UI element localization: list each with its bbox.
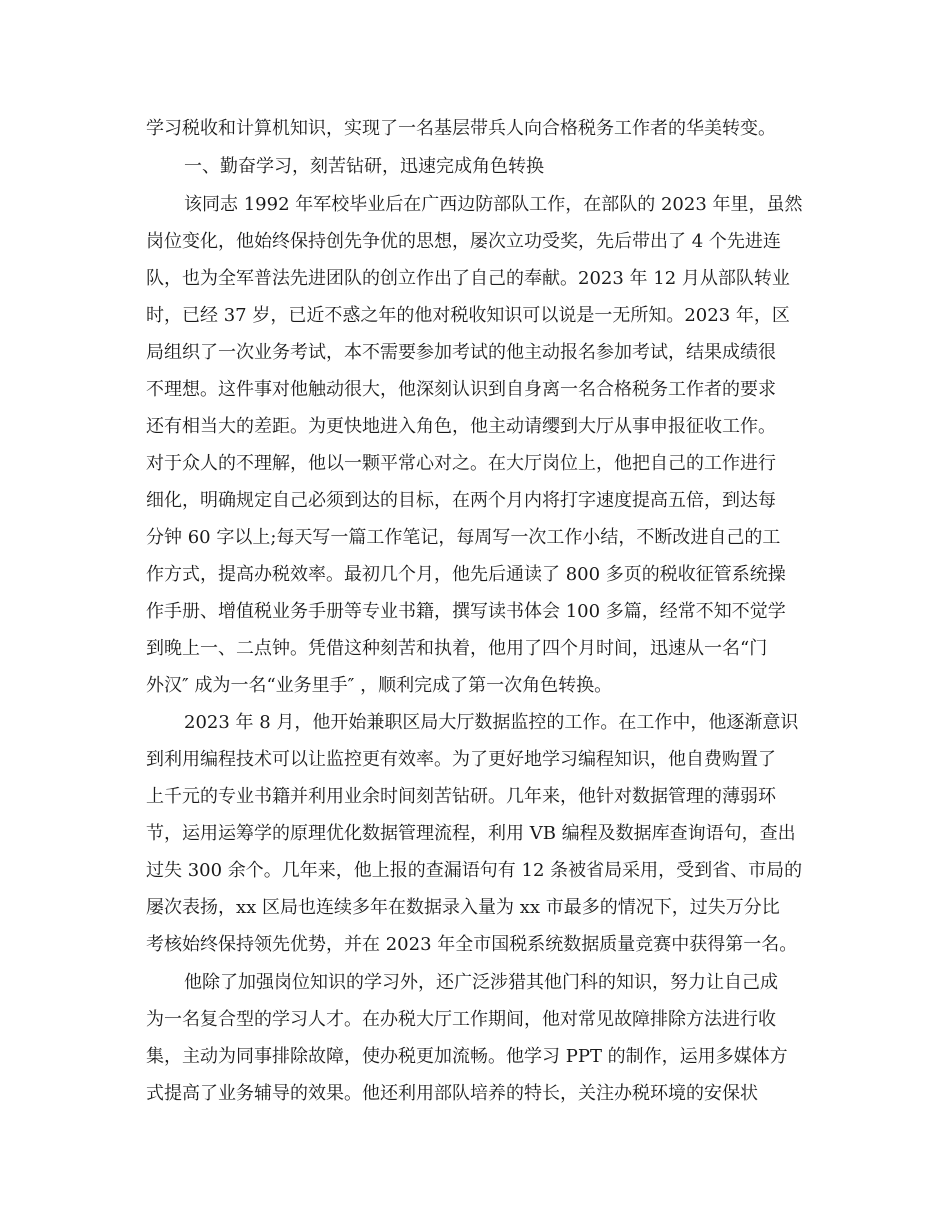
text-line: 外汉″ 成为一名“业务里手″ ，顺利完成了第一次角色转换。: [146, 675, 613, 696]
text-line: 局组织了一次业务考试，本不需要参加考试的他主动报名参加考试，结果成绩很: [146, 342, 776, 363]
text-line: 到利用编程技术可以让监控更有效率。为了更好地学习编程知识，他自费购置了: [146, 749, 776, 770]
text-line: 他除了加强岗位知识的学习外，还广泛涉猎其他门科的知识，努力让自己成: [184, 972, 778, 993]
text-line: 过失 300 余个。几年来，他上报的查漏语句有 12 条被省局采用，受到省、市局的: [146, 860, 803, 881]
text-line: 作手册、增值税业务手册等专业书籍，撰写读书体会 100 多篇，经常不知不觉学: [146, 601, 786, 622]
text-line: 屡次表扬，xx 区局也连续多年在数据录入量为 xx 市最多的情况下，过失万分比: [146, 897, 780, 918]
text-line: 节，运用运筹学的原理优化数据管理流程，利用 VB 编程及数据库查询语句，查出: [146, 823, 796, 844]
text-line: 时，已经 37 岁，已近不惑之年的他对税收知识可以说是一无所知。2023 年，区: [146, 305, 790, 326]
text-line: 还有相当大的差距。为更快地进入角色，他主动请缨到大厅从事申报征收工作。: [146, 416, 776, 437]
text-line: 到晚上一、二点钟。凭借这种刻苦和执着，他用了四个月时间，迅速从一名“门: [146, 638, 768, 659]
text-line: 细化，明确规定自己必须到达的目标，在两个月内将打字速度提高五倍，到达每: [146, 490, 776, 511]
text-line: 学习税收和计算机知识，实现了一名基层带兵人向合格税务工作者的华美转变。: [146, 118, 776, 139]
text-line: 考核始终保持领先优势，并在 2023 年全市国税系统数据质量竞赛中获得第一名。: [146, 934, 798, 955]
text-line: 岗位变化，他始终保持创先争优的思想，屡次立功受奖，先后带出了 4 个先进连: [146, 231, 781, 252]
text-line: 队，也为全军普法先进团队的创立作出了自己的奉献。2023 年 12 月从部队转业: [146, 268, 790, 289]
text-line: 分钟 60 字以上;每天写一篇工作笔记，每周写一次工作小结，不断改进自己的工: [146, 527, 781, 548]
text-line: 作方式，提高办税效率。最初几个月，他先后通读了 800 多页的税收征管系统操: [146, 564, 786, 585]
text-line: 上千元的专业书籍并利用业余时间刻苦钻研。几年来，他针对数据管理的薄弱环: [146, 786, 776, 807]
text-line: 对于众人的不理解，他以一颗平常心对之。在大厅岗位上，他把自己的工作进行: [146, 453, 776, 474]
text-line: 2023 年 8 月，他开始兼职区局大厅数据监控的工作。在工作中，他逐渐意识: [184, 712, 799, 733]
text-line: 不理想。这件事对他触动很大，他深刻认识到自身离一名合格税务工作者的要求: [146, 379, 776, 400]
text-line: 为一名复合型的学习人才。在办税大厅工作期间，他对常见故障排除方法进行收: [146, 1009, 776, 1030]
section-heading: 一、勤奋学习，刻苦钻研，迅速完成角色转换: [184, 156, 544, 177]
text-line: 式提高了业务辅导的效果。他还利用部队培养的特长，关注办税环境的安保状: [146, 1083, 758, 1104]
text-line: 集，主动为同事排除故障，使办税更加流畅。他学习 PPT 的制作，运用多媒体方: [146, 1046, 788, 1067]
text-line: 该同志 1992 年军校毕业后在广西边防部队工作，在部队的 2023 年里，虽然: [184, 194, 803, 215]
